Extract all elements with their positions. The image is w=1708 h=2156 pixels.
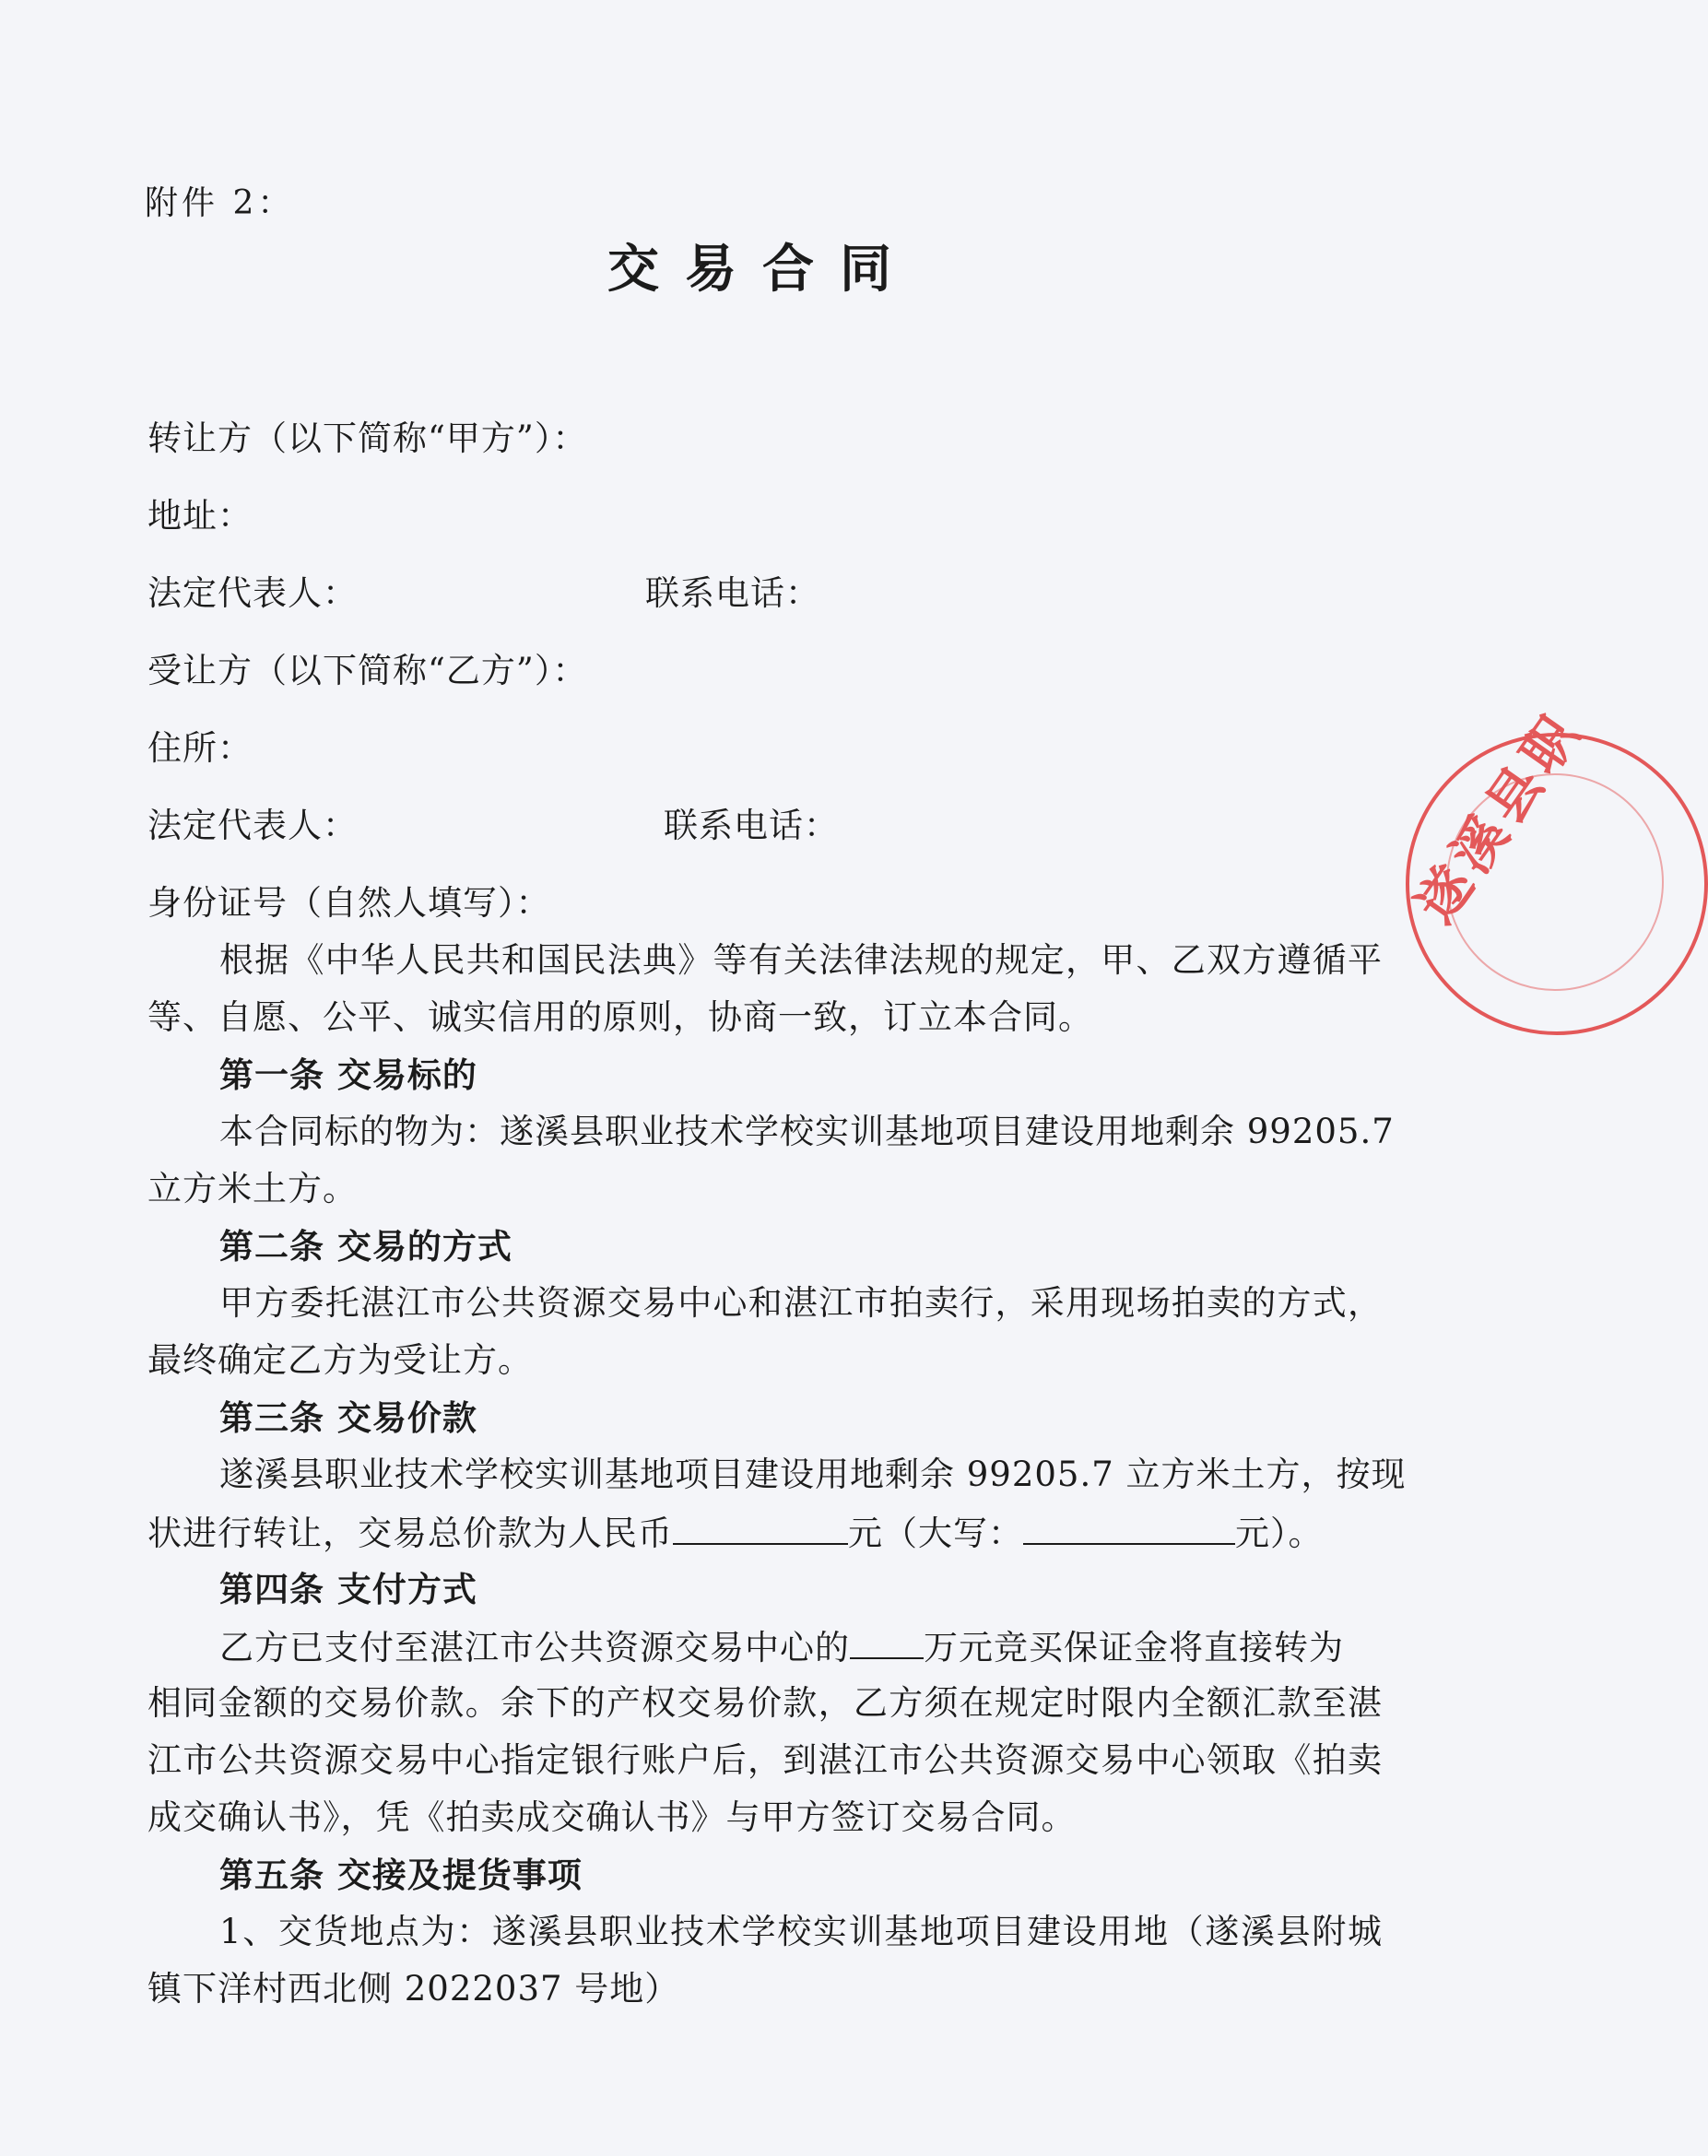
- article5-line-1: 1、交货地点为：遂溪县职业技术学校实训基地项目建设用地（遂溪县附城: [219, 1912, 1383, 1951]
- article2-line-2: 最终确定乙方为受让方。: [147, 1340, 533, 1380]
- article4-line-2: 相同金额的交易价款。余下的产权交易价款，乙方须在规定时限内全额汇款至湛: [147, 1683, 1383, 1723]
- article4-line-4: 成交确认书》，凭《拍卖成交确认书》与甲方签订交易合同。: [147, 1797, 1077, 1837]
- article4-line-3: 江市公共资源交易中心指定银行账户后，到湛江市公共资源交易中心领取《拍卖: [147, 1740, 1383, 1780]
- address-label: 地址：: [147, 496, 253, 536]
- article3-capital-text: 元（大写：: [848, 1514, 1023, 1553]
- article4-line-1: [219, 1624, 1344, 1670]
- id-number-label: 身份证号（自然人填写）：: [147, 883, 551, 923]
- seal-text: 遂溪县职: [1404, 699, 1596, 935]
- article4-heading: 第四条 支付方式: [219, 1569, 477, 1609]
- phone-label-1: 联系电话：: [645, 573, 820, 613]
- article4-deposit-end: 万元竞买保证金将直接转为: [924, 1628, 1344, 1667]
- transferee-label: 受让方（以下简称“乙方”）：: [147, 651, 588, 690]
- article1-heading: 第一条 交易标的: [219, 1054, 477, 1095]
- article3-line-2: [147, 1510, 1324, 1556]
- phone-label-2: 联系电话：: [664, 806, 839, 845]
- article3-line-1: 遂溪县职业技术学校实训基地项目建设用地剩余 99205.7 立方米土方，按现: [219, 1455, 1407, 1494]
- article3-heading: 第三条 交易价款: [219, 1397, 477, 1438]
- price-capital-blank: [1023, 1510, 1235, 1545]
- article2-line-1: 甲方委托湛江市公共资源交易中心和湛江市拍卖行，采用现场拍卖的方式，: [219, 1283, 1383, 1323]
- legal-rep-label-1: 法定代表人：: [147, 573, 358, 613]
- article2-heading: 第二条 交易的方式: [219, 1226, 512, 1267]
- article5-line-2: 镇下洋村西北侧 2022037 号地）: [147, 1969, 680, 2009]
- preamble-line-1: 根据《中华人民共和国民法典》等有关法律法规的规定，甲、乙双方遵循平: [219, 940, 1383, 980]
- deposit-blank: [850, 1624, 924, 1659]
- article4-deposit-text: 乙方已支付至湛江市公共资源交易中心的: [219, 1628, 850, 1667]
- legal-rep-label-2: 法定代表人：: [147, 806, 358, 845]
- red-seal-stamp: [1404, 699, 1708, 1035]
- price-blank: [673, 1510, 848, 1545]
- article3-end-text: 元）。: [1235, 1514, 1324, 1553]
- preamble-line-2: 等、自愿、公平、诚实信用的原则，协商一致，订立本合同。: [147, 997, 1093, 1037]
- document-title: 交易合同: [607, 240, 917, 300]
- article1-line-2: 立方米土方。: [147, 1169, 358, 1208]
- article5-heading: 第五条 交接及提货事项: [219, 1855, 583, 1895]
- article3-price-text: 状进行转让，交易总价款为人民币: [147, 1514, 673, 1553]
- residence-label: 住所：: [147, 728, 253, 768]
- transferor-label: 转让方（以下简称“甲方”）：: [147, 418, 588, 458]
- article1-line-1: 本合同标的物为：遂溪县职业技术学校实训基地项目建设用地剩余 99205.7: [219, 1112, 1395, 1151]
- attachment-label: 附件 2：: [145, 184, 295, 222]
